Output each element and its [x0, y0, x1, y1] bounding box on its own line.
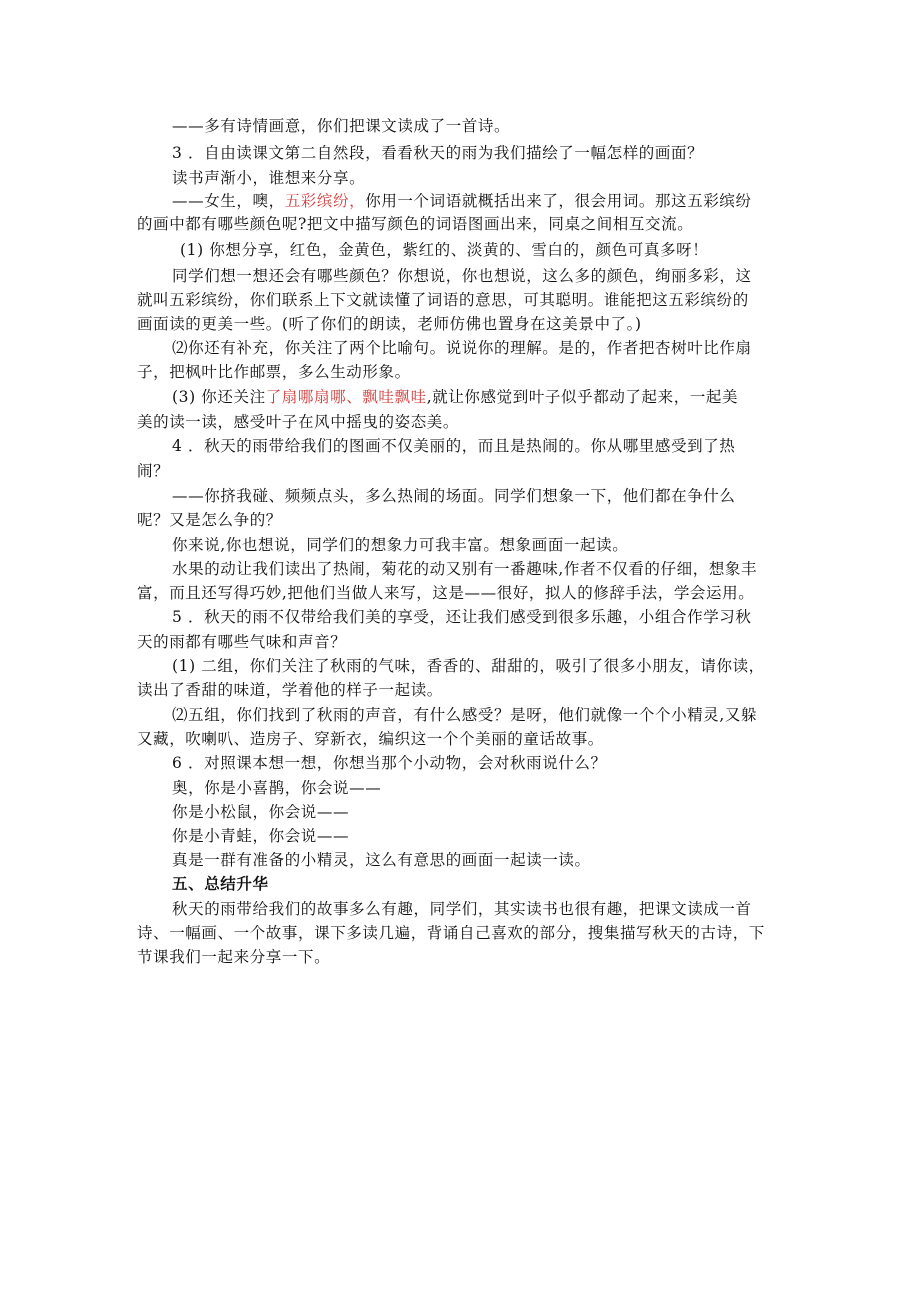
text-line: 又藏，吹喇叭、造房子、穿新衣，编织这一个个美丽的童话故事。 — [137, 730, 604, 748]
text-line: 画面读的更美一些。(听了你们的朗读，老师仿佛也置身在这美景中了。) — [137, 315, 642, 333]
text-line: 闹？ — [137, 462, 170, 480]
text-line: 呢？又是怎么争的？ — [137, 511, 282, 529]
text-line: 水果的动让我们读出了热闹，菊花的动又别有一番趣味,作者不仅看的仔细，想象丰 — [172, 560, 758, 578]
text-line: ——多有诗情画意，你们把课文读成了一首诗。 — [172, 117, 511, 135]
text-line: 读出了香甜的味道，学着他的样子一起读。 — [137, 681, 443, 699]
text-line-with-highlight — [172, 387, 738, 407]
text-line: 秋天的雨带给我们的故事多么有趣，同学们，其实读书也很有趣，把课文读成一首 — [172, 900, 752, 918]
text-segment: ——女生，噢， — [172, 192, 285, 210]
question-4: 4 ．秋天的雨带给我们的图画不仅美丽的，而且是热闹的。你从哪里感受到了热 — [172, 437, 736, 455]
text-line: 同学们想一想还会有哪些颜色？你想说，你也想说，这么多的颜色，绚丽多彩，这 — [172, 267, 752, 285]
question-5: 5 ．秋天的雨不仅带给我们美的享受，还让我们感受到很多乐趣，小组合作学习秋 — [172, 608, 752, 626]
text-segment: 你用一个词语就概括出来了，很会用词。那这五彩缤纷 — [365, 192, 752, 210]
question-3: 3 ．自由读课文第二自然段，看看秋天的雨为我们描绘了一幅怎样的画面？ — [172, 144, 704, 162]
text-line: 就叫五彩缤纷，你们联系上下文就读懂了词语的意思，可其聪明。谁能把这五彩缤纷的 — [137, 291, 749, 309]
text-line: 你是小青蛙，你会说—— — [172, 827, 350, 845]
text-line: 天的雨都有哪些气味和声音？ — [137, 633, 347, 651]
text-line: ⑵你还有补充，你关注了两个比喻句。说说你的理解。是的，作者把杏树叶比作扇 — [172, 339, 752, 357]
text-line: (1) 你想分享，红色，金黄色，紫红的、淡黄的、雪白的，颜色可真多呀！ — [180, 241, 709, 259]
text-segment: ,就让你感觉到叶子似乎都动了起来，一起美 — [426, 388, 739, 406]
text-line: 子，把枫叶比作邮票，多么生动形象。 — [137, 363, 411, 381]
text-line: 你来说,你也想说，同学们的想象力可我丰富。想象画面一起读。 — [172, 536, 629, 554]
text-line: 的画中都有哪些颜色呢?把文中描写颜色的词语图画出来，同桌之间相互交流。 — [137, 215, 694, 233]
question-6: 6 ．对照课本想一想，你想当那个小动物，会对秋雨说什么？ — [172, 754, 607, 772]
text-line-with-highlight — [172, 191, 752, 211]
text-line: (1) 二组，你们关注了秋雨的气味，香香的、甜甜的，吸引了很多小朋友，请你读， — [172, 657, 765, 675]
text-line: 美的读一读，感受叶子在风中摇曳的姿态美。 — [137, 413, 460, 431]
text-segment: (3) 你还关注 — [172, 388, 266, 406]
highlighted-phrase: 了扇哪扇哪、飘哇飘哇 — [265, 388, 427, 406]
text-line: 诗、一幅画、一个故事，课下多读几遍，背诵自己喜欢的部分，搜集描写秋天的古诗，下 — [137, 924, 765, 942]
text-line: ⑵五组，你们找到了秋雨的声音，有什么感受？是呀，他们就像一个个小精灵,又躲 — [172, 706, 758, 724]
text-line: 你是小松鼠，你会说—— — [172, 803, 350, 821]
text-line: 真是一群有准备的小精灵，这么有意思的画面一起读一读。 — [172, 851, 591, 869]
text-line: 富，而且还写得巧妙,把他们当做人来写，这是——很好，拟人的修辞手法，学会运用。 — [137, 584, 755, 602]
text-line: ——你挤我碰、频频点头，多么热闹的场面。同学们想象一下，他们都在争什么 — [172, 487, 736, 505]
text-line: 节课我们一起来分享一下。 — [137, 948, 331, 966]
text-line: 读书声渐小，谁想来分享。 — [172, 169, 366, 187]
highlighted-phrase: 五彩缤纷， — [284, 192, 366, 210]
text-line: 奥，你是小喜鹊，你会说—— — [172, 779, 382, 797]
section-heading: 五、总结升华 — [172, 875, 269, 893]
